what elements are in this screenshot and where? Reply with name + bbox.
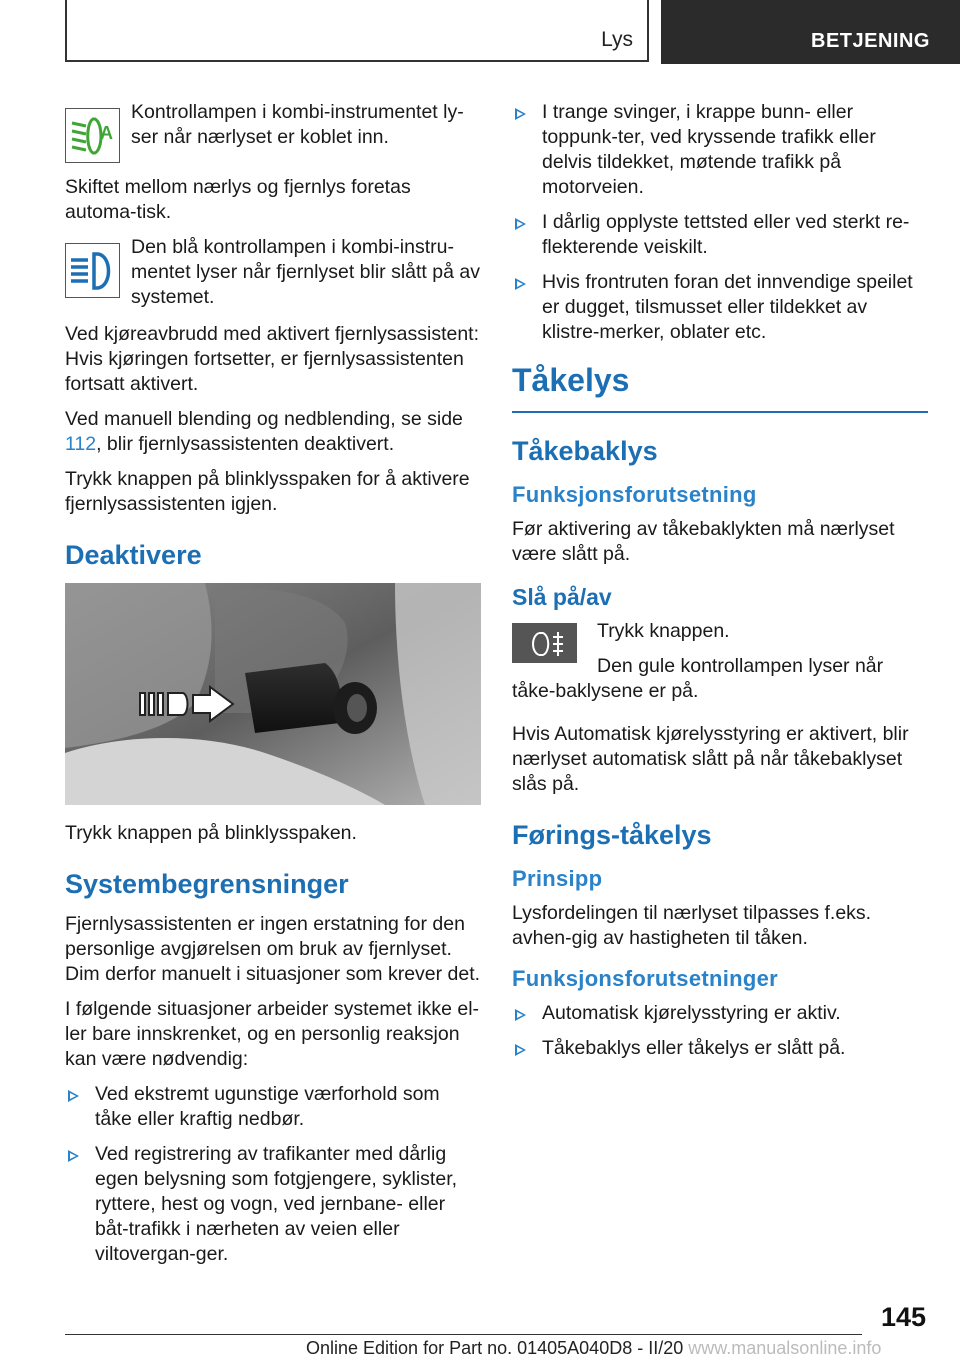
right-column	[512, 100, 928, 1071]
bullet-triangle-icon	[68, 1090, 79, 1102]
list-item: Tåkebaklys eller tåkelys er slått på.	[512, 1036, 928, 1061]
bullet-triangle-icon	[515, 1044, 526, 1056]
heading-fog-lights: Tåkelys	[512, 361, 928, 413]
heading-principle: Prinsipp	[512, 866, 603, 891]
high-beam-indicator-text: Den blå kontrollampen i kombi-instru-mentet lyser når fjernlyset blir slått på av systemet.	[131, 236, 480, 308]
list-item: Hvis frontruten foran det innvendige speilet er dugget, tilsmusset eller tildekket av klistre-merker, oblater etc.	[512, 270, 928, 345]
list-item: I dårlig opplyste tettsted eller ved sterkt re-flekterende veiskilt.	[512, 210, 928, 260]
heading-rear-fog-light: Tåkebaklys	[512, 436, 658, 466]
list-item: Automatisk kjørelysstyring er aktiv.	[512, 1001, 928, 1026]
yellow-lamp-text: Den gule kontrollampen lyser når tåke-baklysene er på.	[512, 655, 884, 702]
limits-paragraph-2: I følgende situasjoner arbeider systemet ikke el-ler bare innskrenket, og en personlig reaksjon kan være nødvendig:	[65, 998, 480, 1070]
footer-edition	[306, 1338, 881, 1359]
reactivate-paragraph: Trykk knappen på blinklysspaken for å aktivere fjernlysassistenten igjen.	[65, 468, 470, 515]
heading-functional-requirements: Funksjonsforutsetninger	[512, 966, 779, 991]
low-beam-indicator-note	[65, 100, 481, 163]
heading-deactivate: Deaktivere	[65, 540, 202, 570]
heading-switch-on-off: Slå på/av	[512, 584, 612, 610]
page-number: 145	[880, 1302, 926, 1332]
header-section-title: Lys	[601, 28, 633, 51]
bullet-triangle-icon	[68, 1150, 79, 1162]
requirements-list	[512, 1001, 928, 1061]
press-button-text: Trykk knappen.	[597, 620, 730, 642]
low-beam-indicator-icon	[65, 108, 120, 163]
header-section-box	[65, 0, 649, 62]
bullet-triangle-icon	[515, 1009, 526, 1021]
edition-text: Online Edition for Part no. 01405A040D8 - II/20	[306, 1338, 684, 1358]
header-chapter-tab: BETJENING	[661, 0, 960, 64]
page-header	[0, 0, 960, 66]
heading-guide-fog-light: Førings-tåkelys	[512, 820, 712, 850]
bullet-triangle-icon	[515, 218, 526, 230]
turn-signal-lever-illustration	[65, 583, 481, 805]
heading-system-limits: Systembegrensninger	[65, 869, 349, 899]
rear-fog-button-icon	[512, 623, 577, 663]
functional-requirement-paragraph: Før aktivering av tåkebaklykten må nærlyset være slått på.	[512, 518, 895, 565]
interruption-paragraph: Ved kjøreavbrudd med aktivert fjernlysassistent: Hvis kjøringen fortsetter, er fjernlysassistenten fortsatt aktivert.	[65, 323, 480, 395]
left-column	[65, 100, 481, 1277]
bullet-triangle-icon	[515, 278, 526, 290]
image-caption: Trykk knappen på blinklysspaken.	[65, 822, 357, 844]
list-item: I trange svinger, i krappe bunn- eller toppunk-ter, ved kryssende trafikk eller delvis tildekket, møtende trafikk på motorveien.	[512, 100, 928, 200]
heading-functional-requirement: Funksjonsforutsetning	[512, 482, 757, 507]
limits-list	[65, 1082, 481, 1267]
page-link-112[interactable]: 112	[65, 433, 97, 455]
list-item: Ved registrering av trafikanter med dårlig egen belysning som fotgjengere, syklister, ryttere, hest og vogn, ved jernbane- eller båt-trafikk i nærheten av veien eller viltovergan-ger.	[65, 1142, 481, 1267]
low-beam-indicator-text: Kontrollampen i kombi-instrumentet ly-ser når nærlyset er koblet inn.	[131, 101, 464, 148]
automatic-lighting-paragraph: Hvis Automatisk kjørelysstyring er aktivert, blir nærlyset automatisk slått på når tåkebaklyset slås på.	[512, 723, 909, 795]
svg-text:A: A	[100, 123, 113, 143]
principle-paragraph: Lysfordelingen til nærlyset tilpasses f.eks. avhen-gig av hastigheten til tåken.	[512, 902, 872, 949]
high-beam-indicator-note	[65, 235, 481, 310]
rear-fog-button-note	[512, 619, 928, 704]
manual-dipping-paragraph: Ved manuell blending og nedblending, se side 112, blir fjernlysassistenten deaktivert.	[65, 408, 463, 455]
list-item: Ved ekstremt ugunstige værforhold som tåke eller kraftig nedbør.	[65, 1082, 481, 1132]
auto-switch-paragraph: Skiftet mellom nærlys og fjernlys foretas automa-tisk.	[65, 176, 411, 223]
watermark-text: www.manualsonline.info	[688, 1338, 882, 1358]
high-beam-indicator-icon	[65, 243, 120, 298]
footer-divider	[65, 1334, 862, 1335]
limits-list-continued	[512, 100, 928, 345]
bullet-triangle-icon	[515, 108, 526, 120]
limits-paragraph-1: Fjernlysassistenten er ingen erstatning for den personlige avgjørelsen om bruk av fjernlyset. Dim derfor manuelt i situasjoner som krever det.	[65, 913, 481, 985]
